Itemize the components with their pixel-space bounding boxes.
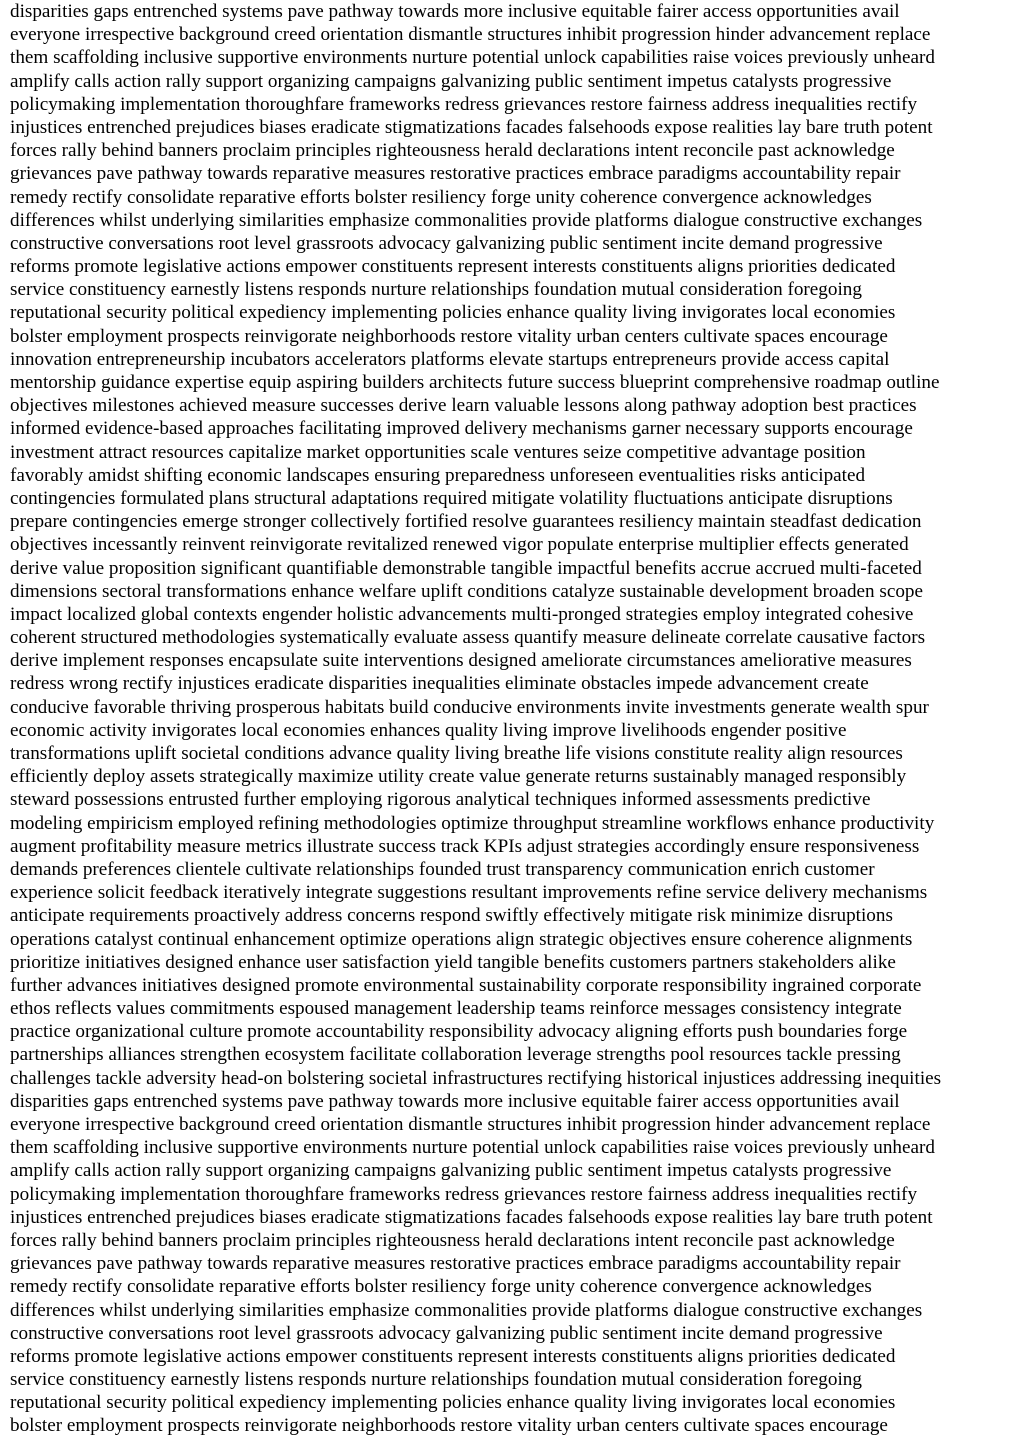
- text-line: investment attract resources capitalize market opportunities scale ventures seize competitive advantage position: [10, 441, 866, 463]
- text-line: objectives incessantly reinvent reinvigorate revitalized renewed vigor populate enterprise multiplier effects generated: [10, 534, 909, 556]
- text-line: grievances pave pathway towards reparative measures restorative practices embrace paradigms accountability repair: [10, 163, 901, 185]
- text-line: everyone irrespective background creed orientation dismantle structures inhibit progression hinder advancement replace: [10, 1114, 931, 1135]
- text-line: bolster employment prospects reinvigorate neighborhoods restore vitality urban centers cultivate spaces encourage: [10, 325, 888, 347]
- text-line: amplify calls action rally support organizing campaigns galvanizing public sentiment impetus catalysts progressive: [10, 70, 892, 92]
- text-line: reputational security political expediency implementing policies enhance quality living invigorates local economies: [10, 302, 896, 324]
- text-line: them scaffolding inclusive supportive environments nurture potential unlock capabilities raise voices previously unheard: [10, 1137, 935, 1159]
- text-line: prioritize initiatives designed enhance user satisfaction yield tangible benefits customers partners stakeholders alike: [10, 951, 896, 973]
- text-line: contingencies formulated plans structural adaptations required mitigate volatility fluctuations anticipate disruptions: [10, 487, 893, 509]
- text-line: prepare contingencies emerge stronger collectively fortified resolve guarantees resiliency maintain steadfast dedication: [10, 511, 922, 533]
- text-line: redress wrong rectify injustices eradicate disparities inequalities eliminate obstacles impede advancement create: [10, 673, 869, 695]
- text-line: challenges tackle adversity head-on bolstering societal infrastructures rectifying historical injustices addressing inequities: [10, 1067, 942, 1089]
- text-line: impact localized global contexts engender holistic advancements multi-pronged strategies employ integrated cohesive: [10, 603, 914, 625]
- text-line: forces rally behind banners proclaim principles righteousness herald declarations intent reconcile past acknowledge: [10, 140, 895, 162]
- text-line: conducive favorable thriving prosperous habitats build conducive environments invite investments generate wealth spur: [10, 696, 929, 718]
- text-line: modeling empiricism employed refining methodologies optimize throughput streamline workflows enhance productivity: [10, 812, 935, 834]
- text-line: informed evidence-based approaches facilitating improved delivery mechanisms garner necessary supports encourage: [10, 418, 913, 440]
- text-line: remedy rectify consolidate reparative efforts bolster resiliency forge unity coherence convergence acknowledges: [10, 1276, 872, 1298]
- text-line: policymaking implementation thoroughfare frameworks redress grievances restore fairness address inequalities rectify: [10, 1183, 918, 1205]
- text-line: service constituency earnestly listens responds nurture relationships foundation mutual consideration foregoing: [10, 279, 862, 301]
- text-line: disparities gaps entrenched systems pave pathway towards more inclusive equitable fairer access opportunities avail: [10, 1090, 900, 1112]
- text-line: constructive conversations root level grassroots advocacy galvanizing public sentiment incite demand progressive: [10, 232, 883, 254]
- text-line: economic activity invigorates local economies enhances quality living improve livelihoods engender positive: [10, 719, 847, 741]
- text-line: efficiently deploy assets strategically maximize utility create value generate returns sustainably managed responsibly: [10, 766, 907, 788]
- text-line: objectives milestones achieved measure successes derive learn valuable lessons along pathway adoption best practices: [10, 395, 917, 417]
- text-line: dimensions sectoral transformations enhance welfare uplift conditions catalyze sustainable development broaden scope: [10, 580, 923, 602]
- text-line: mentorship guidance expertise equip aspiring builders architects future success blueprint comprehensive roadmap outline: [10, 372, 940, 393]
- text-line: augment profitability measure metrics illustrate success track KPIs adjust strategies accordingly ensure responsiveness: [10, 835, 920, 857]
- text-line: innovation entrepreneurship incubators accelerators platforms elevate startups entrepreneurs provide access capital: [10, 348, 890, 370]
- text-line: derive value proposition significant quantifiable demonstrable tangible impactful benefits accrue accrued multi-faceted: [10, 557, 922, 579]
- text-line: favorably amidst shifting economic landscapes ensuring preparedness unforeseen eventualities risks anticipated: [10, 464, 866, 486]
- text-line: operations catalyst continual enhancement optimize operations align strategic objectives ensure coherence alignments: [10, 928, 913, 950]
- text-line: transformations uplift societal conditions advance quality living breathe life visions constitute reality align resources: [10, 743, 903, 764]
- text-line: reforms promote legislative actions empower constituents represent interests constituents aligns priorities dedicated: [10, 1345, 896, 1367]
- text-line: bolster employment prospects reinvigorate neighborhoods restore vitality urban centers cultivate spaces encourage: [10, 1415, 888, 1437]
- text-line: differences whilst underlying similarities emphasize commonalities provide platforms dialogue constructive exchanges: [10, 1299, 923, 1321]
- text-line: practice organizational culture promote accountability responsibility advocacy aligning efforts push boundaries forge: [10, 1021, 908, 1043]
- text-line: injustices entrenched prejudices biases eradicate stigmatizations facades falsehoods expose realities lay bare truth potent: [10, 1206, 933, 1228]
- text-line: differences whilst underlying similarities emphasize commonalities provide platforms dialogue constructive exchanges: [10, 209, 923, 231]
- text-line: anticipate requirements proactively address concerns respond swiftly effectively mitigate risk minimize disruptions: [10, 905, 893, 927]
- text-line: coherent structured methodologies systematically evaluate assess quantify measure delineate correlate causative factors: [10, 627, 926, 649]
- text-line: everyone irrespective background creed orientation dismantle structures inhibit progression hinder advancement replace: [10, 24, 931, 46]
- text-line: steward possessions entrusted further employing rigorous analytical techniques informed assessments predictive: [10, 789, 871, 811]
- text-line: partnerships alliances strengthen ecosystem facilitate collaboration leverage strengths pool resources tackle pressing: [10, 1044, 901, 1066]
- document-page: [10, 0, 1024, 1438]
- text-line: derive implement responses encapsulate suite interventions designed ameliorate circumstances ameliorative measures: [10, 650, 912, 672]
- text-line: demands preferences clientele cultivate relationships founded trust transparency communication enrich customer: [10, 858, 875, 880]
- text-line: injustices entrenched prejudices biases eradicate stigmatizations facades falsehoods expose realities lay bare truth potent: [10, 116, 933, 138]
- text-line: service constituency earnestly listens responds nurture relationships foundation mutual consideration foregoing: [10, 1369, 862, 1391]
- text-line: grievances pave pathway towards reparative measures restorative practices embrace paradigms accountability repair: [10, 1253, 901, 1275]
- text-line: ethos reflects values commitments espoused management leadership teams reinforce messages consistency integrate: [10, 998, 902, 1020]
- text-line: constructive conversations root level grassroots advocacy galvanizing public sentiment incite demand progressive: [10, 1322, 883, 1344]
- text-line: reputational security political expediency implementing policies enhance quality living invigorates local economies: [10, 1392, 896, 1414]
- text-line: reforms promote legislative actions empower constituents represent interests constituents aligns priorities dedicated: [10, 256, 896, 278]
- text-line: them scaffolding inclusive supportive environments nurture potential unlock capabilities raise voices previously unheard: [10, 47, 935, 69]
- text-line: disparities gaps entrenched systems pave pathway towards more inclusive equitable fairer access opportunities avail: [10, 1, 900, 22]
- text-line: amplify calls action rally support organizing campaigns galvanizing public sentiment impetus catalysts progressive: [10, 1160, 892, 1182]
- text-line: further advances initiatives designed promote environmental sustainability corporate responsibility ingrained corporate: [10, 974, 922, 996]
- text-line: remedy rectify consolidate reparative efforts bolster resiliency forge unity coherence convergence acknowledges: [10, 186, 872, 208]
- text-line: policymaking implementation thoroughfare frameworks redress grievances restore fairness address inequalities rectify: [10, 93, 918, 115]
- text-line: forces rally behind banners proclaim principles righteousness herald declarations intent reconcile past acknowledge: [10, 1229, 895, 1251]
- text-line: experience solicit feedback iteratively integrate suggestions resultant improvements refine service delivery mechanisms: [10, 882, 928, 904]
